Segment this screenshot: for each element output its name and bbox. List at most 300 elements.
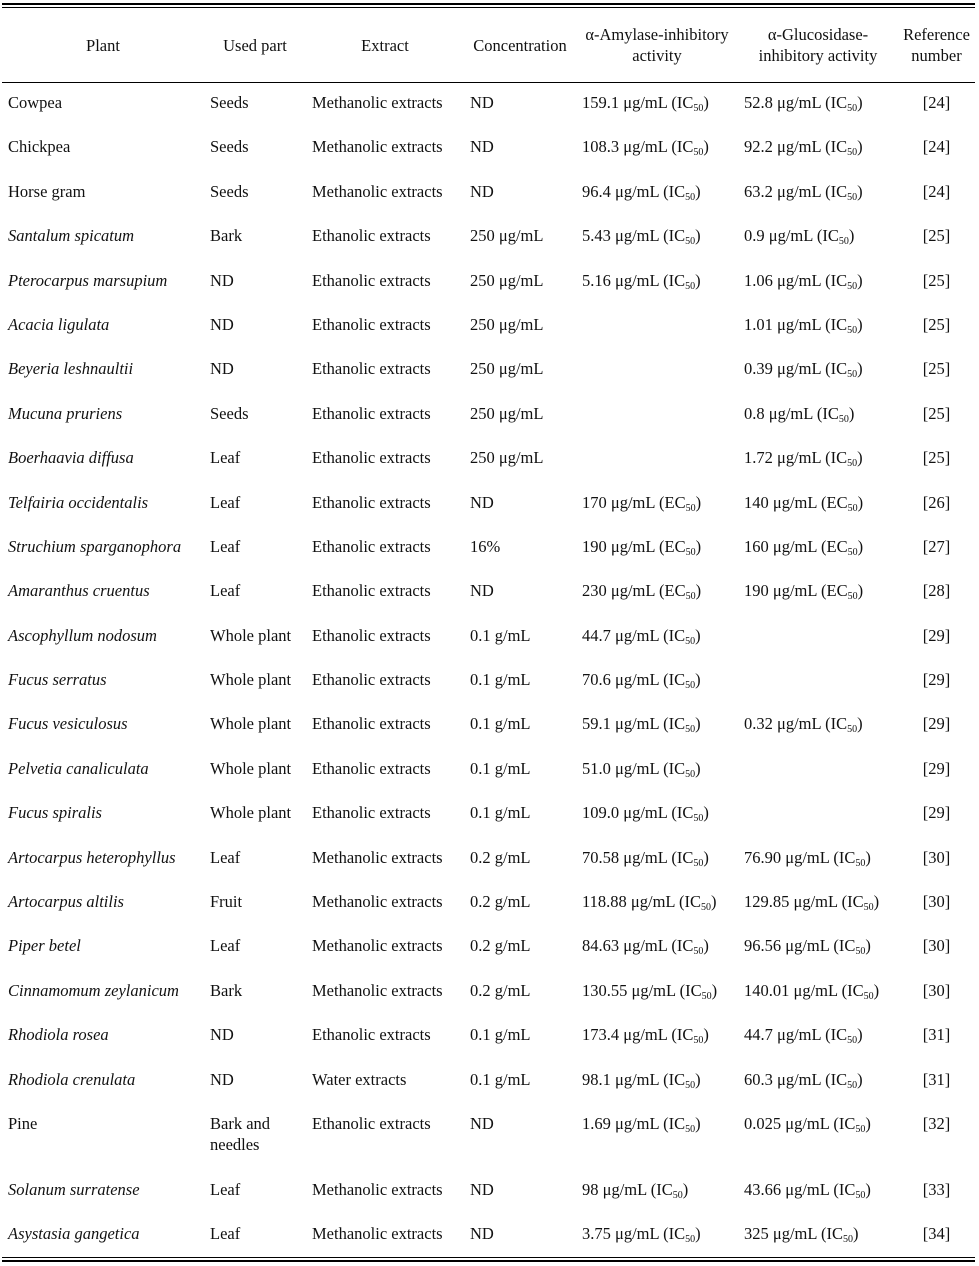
cell-glucosidase: 1.01 μg/mL $(IC_{50})$ <box>744 314 863 336</box>
cell-amylase: 98 μg/mL $(IC_{50})$ <box>582 1179 689 1201</box>
cell-glucosidase: 0.9 μg/mL $(IC_{50})$ <box>744 226 855 248</box>
cell-glucosidase-unit-subscript: 50 <box>847 280 858 292</box>
cell-glucosidase-unit-subscript: 50 <box>847 1035 858 1047</box>
table-top-rule <box>2 3 975 8</box>
header-concentration: Concentration <box>473 35 567 55</box>
cell-reference: [29] <box>922 758 951 778</box>
cell-glucosidase-unit: IC <box>847 980 864 1000</box>
cell-reference: [25] <box>922 314 951 334</box>
cell-used-part: Leaf <box>210 492 241 512</box>
cell-reference: [30] <box>922 847 951 867</box>
cell-glucosidase-unit: IC <box>830 1069 848 1089</box>
cell-amylase: 170 μg/mL $(EC_{50})$ <box>582 492 702 514</box>
cell-plant: Beyeria leshnaultii <box>8 359 134 379</box>
cell-amylase <box>576 435 738 479</box>
cell-reference: [24] <box>922 93 951 112</box>
cell-glucosidase <box>738 790 898 834</box>
cell-amylase: 173.4 μg/mL $(IC_{50})$ <box>582 1025 709 1047</box>
cell-glucosidase: 325 μg/mL $(IC_{50})$ <box>744 1224 859 1246</box>
cell-glucosidase-value: 52.8 μg/mL <box>744 93 821 112</box>
cell-extract: Methanolic extracts <box>312 1179 443 1199</box>
cell-extract: Ethanolic extracts <box>312 448 431 468</box>
cell-glucosidase: 44.7 μg/mL $(IC_{50})$ <box>744 1025 863 1047</box>
cell-reference: [29] <box>922 670 951 690</box>
cell-concentration: 0.1 g/mL <box>470 803 531 823</box>
cell-concentration: ND <box>470 137 494 157</box>
cell-glucosidase-unit-subscript: 50 <box>847 458 858 470</box>
cell-glucosidase: 1.06 μg/mL $(IC_{50})$ <box>744 270 863 292</box>
table-row <box>2 923 975 967</box>
cell-used-part: Leaf <box>210 1179 241 1199</box>
cell-reference: [26] <box>922 492 951 512</box>
header-extract: Extract <box>361 35 409 55</box>
cell-amylase: 84.63 μg/mL $(IC_{50})$ <box>582 936 709 958</box>
cell-amylase-unit-subscript: 50 <box>672 1189 683 1201</box>
table-bottom-rule <box>2 1257 975 1262</box>
cell-amylase-value: 98.1 μg/mL <box>582 1069 659 1089</box>
cell-reference: [29] <box>922 803 951 823</box>
table-row <box>2 613 975 657</box>
cell-plant: Asystasia gangetica <box>8 1224 140 1244</box>
cell-used-part: Seeds <box>210 181 249 201</box>
cell-amylase-unit: IC <box>668 625 686 645</box>
cell-glucosidase: 76.90 μg/mL $(IC_{50})$ <box>744 847 871 869</box>
cell-glucosidase-unit: IC <box>830 714 848 734</box>
cell-amylase: 51.0 μg/mL $(IC_{50})$ <box>582 758 701 780</box>
cell-used-part: Whole plant <box>210 670 292 690</box>
cell-concentration: 0.2 g/mL <box>470 892 531 912</box>
cell-concentration: ND <box>470 492 494 512</box>
cell-glucosidase-unit-subscript: 50 <box>847 502 858 514</box>
cell-plant: Rhodiola rosea <box>8 1025 109 1045</box>
table-row <box>2 790 975 834</box>
cell-glucosidase-unit-subscript: 50 <box>847 191 858 203</box>
cell-glucosidase-value: 43.66 μg/mL <box>744 1179 830 1199</box>
cell-plant: Telfairia occidentalis <box>8 492 149 512</box>
cell-glucosidase-value: 0.8 μg/mL <box>744 403 813 423</box>
cell-used-part: Leaf <box>210 847 241 867</box>
cell-used-part: Leaf <box>210 1224 241 1244</box>
header-reference-number: Reference number <box>903 25 970 65</box>
cell-reference: [30] <box>922 936 951 956</box>
cell-glucosidase-value: 0.32 μg/mL <box>744 714 821 734</box>
cell-glucosidase-unit: IC <box>830 270 848 290</box>
cell-amylase-value: 5.16 μg/mL <box>582 270 659 290</box>
cell-glucosidase-value: 60.3 μg/mL <box>744 1069 821 1089</box>
cell-plant: Fucus spiralis <box>8 803 102 823</box>
cell-amylase: 3.75 μg/mL $(IC_{50})$ <box>582 1224 701 1246</box>
cell-glucosidase-unit: EC <box>826 536 848 556</box>
cell-amylase-unit-subscript: 50 <box>693 813 704 825</box>
cell-amylase-unit-subscript: 50 <box>685 680 696 692</box>
cell-glucosidase: 0.025 μg/mL $(IC_{50})$ <box>744 1113 871 1135</box>
cell-amylase-unit: EC <box>664 536 686 556</box>
cell-used-part: Whole plant <box>210 758 292 778</box>
cell-glucosidase-unit: IC <box>838 1113 856 1133</box>
cell-glucosidase-value: 129.85 μg/mL <box>744 892 838 912</box>
cell-extract: Methanolic extracts <box>312 847 443 867</box>
cell-amylase: 96.4 μg/mL $(IC_{50})$ <box>582 181 701 203</box>
table-row <box>2 1012 975 1056</box>
cell-glucosidase-value: 44.7 μg/mL <box>744 1025 821 1045</box>
cell-glucosidase <box>738 746 898 790</box>
cell-amylase-unit: IC <box>676 1025 694 1045</box>
cell-extract: Ethanolic extracts <box>312 581 431 601</box>
cell-reference: [31] <box>922 1025 951 1045</box>
cell-glucosidase-unit: IC <box>826 1224 843 1244</box>
cell-glucosidase: 0.39 μg/mL $(IC_{50})$ <box>744 359 863 381</box>
cell-extract: Ethanolic extracts <box>312 403 431 423</box>
cell-glucosidase-value: 96.56 μg/mL <box>744 936 830 956</box>
cell-extract: Ethanolic extracts <box>312 270 431 290</box>
cell-concentration: ND <box>470 93 494 112</box>
cell-extract: Methanolic extracts <box>312 1224 443 1244</box>
cell-glucosidase: 0.8 μg/mL $(IC_{50})$ <box>744 403 855 425</box>
cell-extract: Ethanolic extracts <box>312 625 431 645</box>
table-row <box>2 1167 975 1211</box>
cell-amylase-unit-subscript: 50 <box>685 635 696 647</box>
cell-concentration: 0.2 g/mL <box>470 936 531 956</box>
cell-amylase-unit: IC <box>668 714 686 734</box>
cell-plant: Chickpea <box>8 137 71 157</box>
cell-glucosidase-unit: IC <box>830 181 848 201</box>
cell-amylase-unit: IC <box>668 226 686 246</box>
cell-plant: Acacia ligulata <box>8 314 110 334</box>
cell-amylase-value: 51.0 μg/mL <box>582 758 659 778</box>
cell-glucosidase-unit: IC <box>822 403 839 423</box>
cell-glucosidase-value: 76.90 μg/mL <box>744 847 830 867</box>
cell-concentration: 250 μg/mL <box>470 314 544 334</box>
cell-glucosidase-value: 140.01 μg/mL <box>744 980 838 1000</box>
cell-glucosidase-unit-subscript: 50 <box>863 990 874 1002</box>
cell-amylase-value: 118.88 μg/mL <box>582 892 675 912</box>
cell-amylase: 70.6 μg/mL $(IC_{50})$ <box>582 670 701 692</box>
cell-amylase: 159.1 μg/mL $(IC_{50})$ <box>582 93 709 114</box>
cell-glucosidase-unit-subscript: 50 <box>847 724 858 736</box>
cell-reference: [27] <box>922 536 951 556</box>
cell-extract: Ethanolic extracts <box>312 492 431 512</box>
cell-glucosidase-unit-subscript: 50 <box>855 1189 866 1201</box>
cell-amylase <box>576 391 738 435</box>
cell-extract: Methanolic extracts <box>312 137 443 157</box>
cell-glucosidase: 0.32 μg/mL $(IC_{50})$ <box>744 714 863 736</box>
table-row <box>2 435 975 479</box>
table-row <box>2 524 975 568</box>
cell-amylase-value: 5.43 μg/mL <box>582 226 659 246</box>
cell-used-part: Leaf <box>210 581 241 601</box>
cell-amylase: 109.0 μg/mL $(IC_{50})$ <box>582 803 709 825</box>
cell-glucosidase-value: 0.39 μg/mL <box>744 359 821 379</box>
cell-amylase: 59.1 μg/mL $(IC_{50})$ <box>582 714 701 736</box>
table-row <box>2 568 975 612</box>
cell-amylase-value: 1.69 μg/mL <box>582 1113 659 1133</box>
cell-amylase: 5.43 μg/mL $(IC_{50})$ <box>582 226 701 248</box>
cell-reference: [30] <box>922 892 951 912</box>
cell-plant: Cinnamomum zeylanicum <box>8 980 179 1000</box>
cell-amylase-value: 109.0 μg/mL <box>582 803 668 823</box>
cell-glucosidase-unit: IC <box>838 847 856 867</box>
cell-reference: [32] <box>922 1113 951 1133</box>
cell-used-part: Seeds <box>210 93 249 112</box>
header-plant: Plant <box>86 35 120 55</box>
cell-glucosidase: 96.56 μg/mL $(IC_{50})$ <box>744 936 871 958</box>
table-row <box>2 258 975 302</box>
cell-reference: [25] <box>922 359 951 379</box>
cell-reference: [25] <box>922 448 951 468</box>
table-row <box>2 1057 975 1101</box>
cell-glucosidase-unit: IC <box>838 936 856 956</box>
cell-concentration: 0.1 g/mL <box>470 670 531 690</box>
cell-amylase-unit: IC <box>668 181 686 201</box>
cell-concentration: 250 μg/mL <box>470 359 544 379</box>
cell-concentration: 250 μg/mL <box>470 270 544 290</box>
cell-glucosidase-value: 325 μg/mL <box>744 1224 817 1244</box>
header-used-part: Used part <box>223 35 287 55</box>
cell-glucosidase-unit-subscript: 50 <box>855 857 866 869</box>
cell-glucosidase-unit: IC <box>830 137 848 157</box>
cell-glucosidase-unit: EC <box>826 492 848 512</box>
cell-extract: Ethanolic extracts <box>312 359 431 379</box>
cell-concentration: 0.1 g/mL <box>470 714 531 734</box>
cell-amylase-unit: IC <box>668 670 686 690</box>
cell-amylase-unit-subscript: 50 <box>693 103 704 114</box>
cell-amylase: 190 μg/mL $(EC_{50})$ <box>582 536 702 558</box>
cell-used-part: ND <box>210 1025 234 1045</box>
cell-amylase <box>576 302 738 346</box>
cell-amylase-value: 173.4 μg/mL <box>582 1025 668 1045</box>
cell-used-part: Whole plant <box>210 625 292 645</box>
cell-reference: [29] <box>922 714 951 734</box>
cell-glucosidase <box>738 657 898 701</box>
cell-extract: Methanolic extracts <box>312 181 443 201</box>
cell-extract: Ethanolic extracts <box>312 758 431 778</box>
cell-glucosidase-unit: IC <box>830 359 848 379</box>
cell-glucosidase: 160 μg/mL $(EC_{50})$ <box>744 536 864 558</box>
cell-glucosidase-value: 190 μg/mL <box>744 581 817 601</box>
cell-amylase-unit: IC <box>685 980 702 1000</box>
cell-plant: Solanum surratense <box>8 1179 140 1199</box>
cell-concentration: ND <box>470 1179 494 1199</box>
cell-amylase-unit-subscript: 50 <box>685 1123 696 1135</box>
cell-amylase-unit-subscript: 50 <box>685 724 696 736</box>
cell-extract: Ethanolic extracts <box>312 1113 431 1133</box>
cell-reference: [24] <box>922 137 951 157</box>
cell-glucosidase-unit: IC <box>847 892 864 912</box>
cell-amylase-value: 108.3 μg/mL <box>582 137 668 157</box>
cell-amylase-unit: IC <box>676 847 694 867</box>
cell-plant: Pine <box>8 1113 38 1133</box>
cell-used-part: Fruit <box>210 892 243 912</box>
cell-amylase-value: 98 μg/mL <box>582 1179 647 1199</box>
cell-glucosidase-unit-subscript: 50 <box>847 103 858 114</box>
cell-amylase-unit-subscript: 50 <box>685 1079 696 1091</box>
cell-used-part: ND <box>210 314 234 334</box>
cell-concentration: 250 μg/mL <box>470 448 544 468</box>
cell-concentration: 0.2 g/mL <box>470 847 531 867</box>
table-row <box>2 391 975 435</box>
table-row <box>2 213 975 257</box>
cell-amylase-value: 130.55 μg/mL <box>582 980 676 1000</box>
cell-concentration: 250 μg/mL <box>470 226 544 246</box>
cell-concentration: ND <box>470 1113 494 1133</box>
table-row <box>2 835 975 879</box>
cell-plant: Boerhaavia diffusa <box>8 448 134 468</box>
cell-amylase-unit: EC <box>664 581 686 601</box>
cell-plant: Santalum spicatum <box>8 226 135 246</box>
table-row <box>2 968 975 1012</box>
cell-concentration: ND <box>470 181 494 201</box>
cell-amylase-unit-subscript: 50 <box>685 546 696 558</box>
cell-glucosidase-value: 0.9 μg/mL <box>744 226 813 246</box>
cell-glucosidase-unit: EC <box>826 581 848 601</box>
cell-glucosidase-unit: IC <box>838 1179 856 1199</box>
cell-extract: Methanolic extracts <box>312 93 443 112</box>
cell-glucosidase: 140 μg/mL $(EC_{50})$ <box>744 492 864 514</box>
cell-amylase: 230 μg/mL $(EC_{50})$ <box>582 581 702 603</box>
cell-concentration: 0.1 g/mL <box>470 1069 531 1089</box>
cell-glucosidase-unit: IC <box>830 314 848 334</box>
cell-amylase: 1.69 μg/mL $(IC_{50})$ <box>582 1113 701 1135</box>
cell-extract: Ethanolic extracts <box>312 803 431 823</box>
cell-glucosidase-value: 92.2 μg/mL <box>744 137 821 157</box>
cell-amylase-unit-subscript: 50 <box>685 502 696 514</box>
cell-plant: Pelvetia canaliculata <box>8 758 149 778</box>
cell-reference: [28] <box>922 581 951 601</box>
cell-amylase-unit-subscript: 50 <box>685 591 696 603</box>
cell-amylase-unit: IC <box>684 892 701 912</box>
cell-plant: Fucus vesiculosus <box>8 714 128 734</box>
cell-reference: [30] <box>922 980 951 1000</box>
cell-glucosidase: 52.8 μg/mL $(IC_{50})$ <box>744 93 863 114</box>
cell-glucosidase: 43.66 μg/mL $(IC_{50})$ <box>744 1179 871 1201</box>
cell-concentration: 250 μg/mL <box>470 403 544 423</box>
cell-plant: Horse gram <box>8 181 86 201</box>
cell-glucosidase-value: 0.025 μg/mL <box>744 1113 830 1133</box>
cell-glucosidase-unit-subscript: 50 <box>863 902 874 914</box>
cell-glucosidase-unit-subscript: 50 <box>838 413 849 425</box>
cell-amylase-unit: IC <box>676 93 694 112</box>
cell-amylase-unit-subscript: 50 <box>693 1035 704 1047</box>
cell-glucosidase-unit-subscript: 50 <box>855 1123 866 1135</box>
table-row <box>2 124 975 168</box>
table-row <box>2 1101 975 1167</box>
cell-used-part: Whole plant <box>210 803 292 823</box>
cell-used-part: Bark <box>210 226 243 246</box>
cell-glucosidase-unit: IC <box>830 1025 848 1045</box>
cell-amylase-value: 70.58 μg/mL <box>582 847 668 867</box>
cell-amylase-unit: IC <box>668 270 686 290</box>
cell-amylase: 44.7 μg/mL $(IC_{50})$ <box>582 625 701 647</box>
cell-amylase: 118.88 μg/mL $(IC_{50})$ <box>582 892 717 914</box>
cell-amylase: 130.55 μg/mL $(IC_{50})$ <box>582 980 718 1002</box>
cell-amylase-unit: IC <box>676 803 694 823</box>
cell-amylase: 98.1 μg/mL $(IC_{50})$ <box>582 1069 701 1091</box>
cell-glucosidase-unit: IC <box>830 93 848 112</box>
table-row <box>2 1211 975 1255</box>
cell-amylase-unit: IC <box>668 1224 686 1244</box>
cell-plant: Artocarpus heterophyllus <box>8 847 176 867</box>
cell-glucosidase: 1.72 μg/mL $(IC_{50})$ <box>744 448 863 470</box>
cell-plant: Mucuna pruriens <box>8 403 123 423</box>
cell-glucosidase: 140.01 μg/mL $(IC_{50})$ <box>744 980 880 1002</box>
cell-used-part: Bark <box>210 980 243 1000</box>
cell-plant: Piper betel <box>8 936 81 956</box>
table-row <box>2 879 975 923</box>
cell-glucosidase-value: 1.72 μg/mL <box>744 448 821 468</box>
cell-amylase: 70.58 μg/mL $(IC_{50})$ <box>582 847 709 869</box>
header-amylase-activity: α-Amylase-inhibitory activity <box>585 25 729 65</box>
cell-glucosidase-unit-subscript: 50 <box>847 591 858 603</box>
cell-reference: [25] <box>922 226 951 246</box>
cell-concentration: 0.1 g/mL <box>470 758 531 778</box>
cell-amylase-value: 96.4 μg/mL <box>582 181 659 201</box>
cell-used-part: Leaf <box>210 536 241 556</box>
cell-glucosidase-unit-subscript: 50 <box>847 546 858 558</box>
cell-extract: Ethanolic extracts <box>312 1025 431 1045</box>
cell-glucosidase-value: 63.2 μg/mL <box>744 181 821 201</box>
cell-plant: Artocarpus altilis <box>8 892 124 912</box>
cell-amylase: 108.3 μg/mL $(IC_{50})$ <box>582 137 709 159</box>
cell-used-part: Leaf <box>210 936 241 956</box>
cell-plant: Rhodiola crenulata <box>8 1069 136 1089</box>
cell-concentration: ND <box>470 581 494 601</box>
cell-plant: Cowpea <box>8 93 63 112</box>
cell-amylase-value: 230 μg/mL <box>582 581 655 601</box>
table-row <box>2 346 975 390</box>
cell-amylase-unit-subscript: 50 <box>693 147 704 159</box>
cell-extract: Methanolic extracts <box>312 980 443 1000</box>
table-row <box>2 80 975 124</box>
cell-concentration: 0.2 g/mL <box>470 980 531 1000</box>
cell-amylase-unit-subscript: 50 <box>685 191 696 203</box>
cell-plant: Ascophyllum nodosum <box>8 625 157 645</box>
table-row <box>2 302 975 346</box>
cell-reference: [25] <box>922 403 951 423</box>
table-body <box>2 80 975 1256</box>
cell-reference: [33] <box>922 1179 951 1199</box>
cell-amylase-unit: IC <box>668 758 686 778</box>
cell-amylase: 5.16 μg/mL $(IC_{50})$ <box>582 270 701 292</box>
table-row <box>2 701 975 745</box>
cell-extract: Ethanolic extracts <box>312 714 431 734</box>
cell-glucosidase-value: 140 μg/mL <box>744 492 817 512</box>
cell-glucosidase: 129.85 μg/mL $(IC_{50})$ <box>744 892 880 914</box>
cell-extract: Ethanolic extracts <box>312 536 431 556</box>
table-header-row <box>2 10 975 80</box>
cell-amylase-unit: IC <box>656 1179 673 1199</box>
cell-amylase-value: 44.7 μg/mL <box>582 625 659 645</box>
cell-plant: Pterocarpus marsupium <box>8 270 168 290</box>
cell-amylase-unit-subscript: 50 <box>693 946 704 958</box>
cell-glucosidase: 60.3 μg/mL $(IC_{50})$ <box>744 1069 863 1091</box>
cell-reference: [34] <box>922 1224 951 1244</box>
cell-extract: Methanolic extracts <box>312 892 443 912</box>
cell-amylase-unit: EC <box>664 492 686 512</box>
cell-reference: [31] <box>922 1069 951 1089</box>
cell-glucosidase: 92.2 μg/mL $(IC_{50})$ <box>744 137 863 159</box>
cell-used-part: Seeds <box>210 137 249 157</box>
cell-used-part: ND <box>210 1069 234 1089</box>
cell-concentration: 16% <box>470 536 501 556</box>
cell-amylase-value: 190 μg/mL <box>582 536 655 556</box>
cell-amylase-value: 170 μg/mL <box>582 492 655 512</box>
cell-amylase-unit-subscript: 50 <box>685 1234 696 1246</box>
cell-glucosidase-unit-subscript: 50 <box>842 1234 853 1246</box>
header-glucosidase-activity: α-Glucosidase-inhibitory activity <box>758 25 878 65</box>
cell-amylase-unit: IC <box>676 137 694 157</box>
cell-used-part: ND <box>210 359 234 379</box>
cell-extract: Ethanolic extracts <box>312 670 431 690</box>
